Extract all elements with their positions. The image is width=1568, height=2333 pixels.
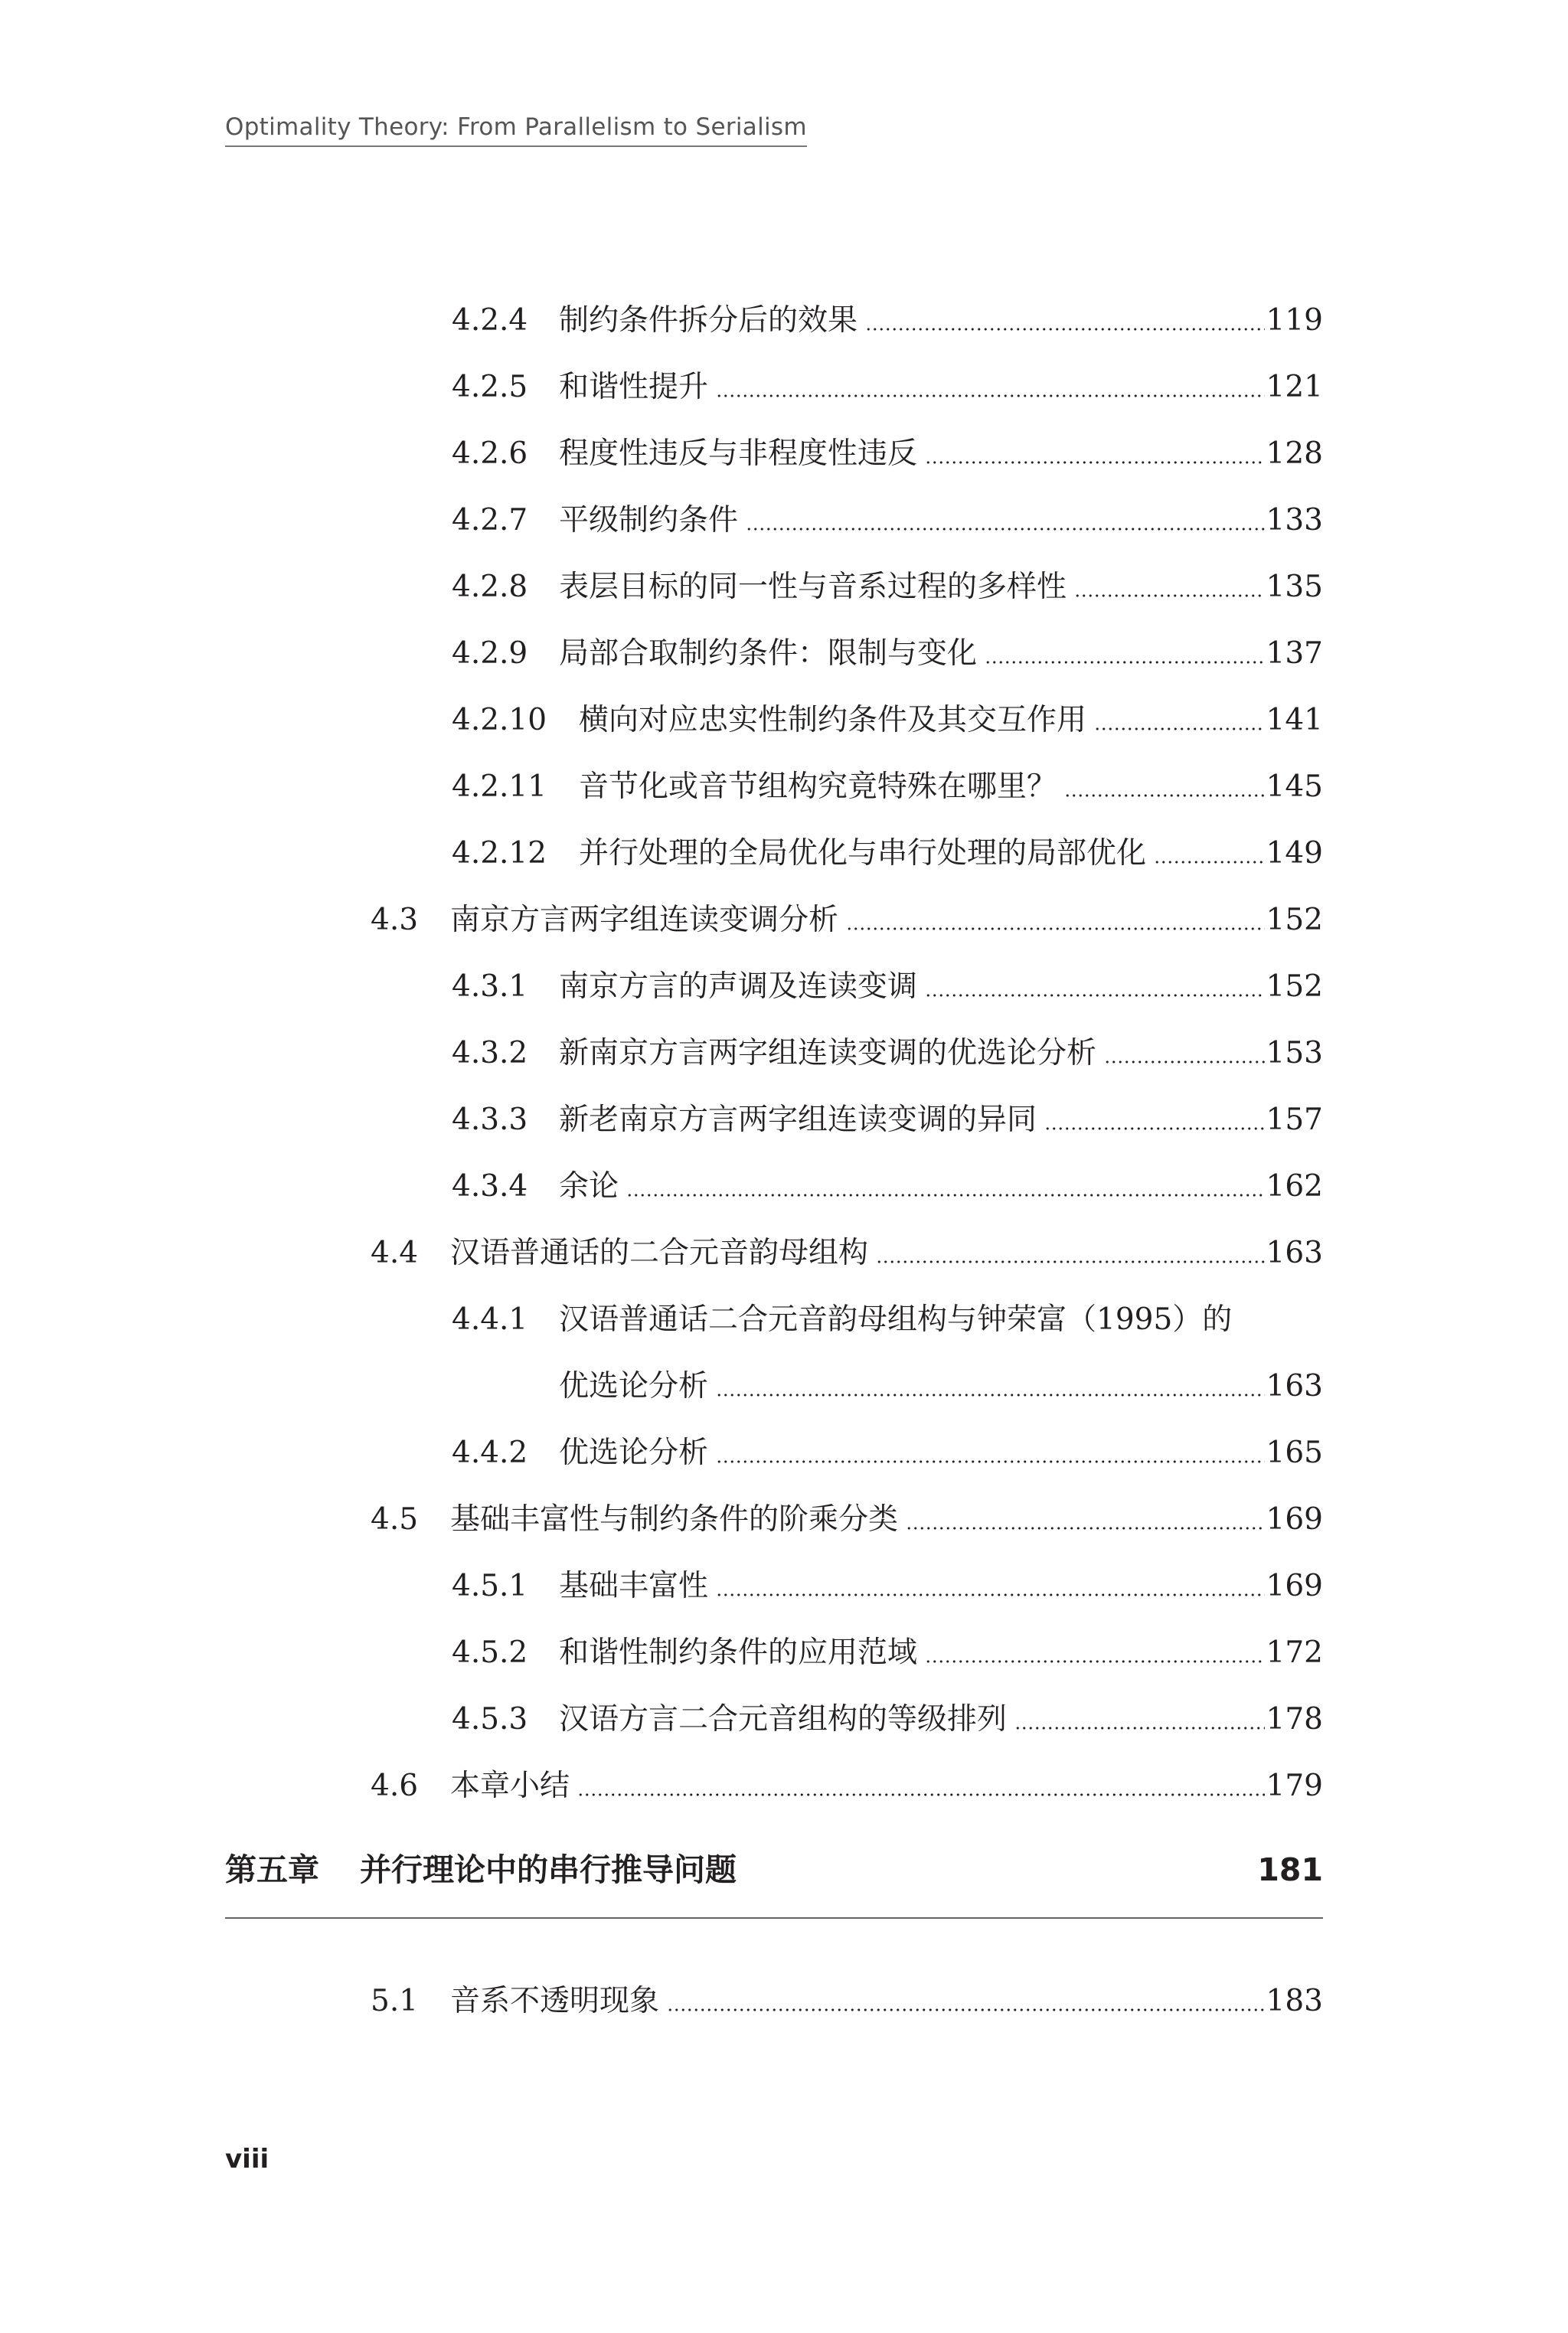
toc-entry[interactable] bbox=[0, 1027, 1568, 1080]
entry-title: 南京方言两字组连读变调分析 bbox=[450, 903, 839, 937]
entry-page: 163 bbox=[1266, 1369, 1323, 1403]
dot-leader bbox=[1074, 594, 1265, 597]
toc-entry[interactable] bbox=[0, 1760, 1568, 1813]
toc-entry[interactable] bbox=[0, 294, 1568, 348]
entry-number: 4.5.3 bbox=[452, 1702, 528, 1737]
toc-entry[interactable] bbox=[0, 627, 1568, 681]
entry-number: 4.3 bbox=[371, 903, 419, 937]
toc-entry[interactable] bbox=[0, 1975, 1568, 2028]
toc-entry[interactable] bbox=[0, 1227, 1568, 1280]
entry-title: 音系不透明现象 bbox=[450, 1984, 660, 2018]
entry-title: 基础丰富性 bbox=[559, 1569, 709, 1603]
entry-number: 4.3.1 bbox=[452, 969, 528, 1004]
entry-title: 程度性违反与非程度性违反 bbox=[559, 436, 918, 471]
entry-page: 152 bbox=[1266, 969, 1323, 1004]
entry-page: 169 bbox=[1266, 1502, 1323, 1537]
entry-page: 145 bbox=[1266, 769, 1323, 804]
dot-leader bbox=[716, 1394, 1265, 1397]
chapter-heading[interactable] bbox=[225, 1839, 1323, 1900]
entry-number: 4.2.4 bbox=[452, 303, 528, 338]
entry-title: 汉语普通话的二合元音韵母组构 bbox=[450, 1236, 869, 1270]
entry-title: 汉语普通话二合元音韵母组构与钟荣富（1995）的 bbox=[559, 1302, 1233, 1337]
chapter-number: 第五章 bbox=[225, 1851, 319, 1888]
entry-page: 121 bbox=[1266, 370, 1323, 404]
entry-page: 183 bbox=[1266, 1984, 1323, 2018]
toc-entry[interactable] bbox=[0, 1360, 1568, 1413]
dot-leader bbox=[1154, 861, 1265, 864]
entry-title: 余论 bbox=[559, 1169, 619, 1204]
dot-leader bbox=[716, 394, 1265, 397]
entry-page: 119 bbox=[1266, 303, 1323, 338]
dot-leader bbox=[906, 1527, 1265, 1530]
entry-title: 优选论分析 bbox=[559, 1369, 709, 1403]
entry-title: 新老南京方言两字组连读变调的异同 bbox=[559, 1103, 1037, 1137]
chapter-rule bbox=[225, 1917, 1323, 1919]
entry-page: 165 bbox=[1266, 1436, 1323, 1470]
entry-page: 178 bbox=[1266, 1702, 1323, 1737]
entry-number: 4.3.2 bbox=[452, 1036, 528, 1070]
toc-entry[interactable] bbox=[0, 694, 1568, 747]
entry-number: 4.2.5 bbox=[452, 370, 528, 404]
entry-number: 4.4.2 bbox=[452, 1436, 528, 1470]
entry-page: 152 bbox=[1266, 903, 1323, 937]
entry-title: 并行处理的全局优化与串行处理的局部优化 bbox=[579, 836, 1147, 871]
entry-page: 149 bbox=[1266, 836, 1323, 871]
dot-leader bbox=[925, 1660, 1265, 1663]
entry-title: 横向对应忠实性制约条件及其交互作用 bbox=[579, 703, 1087, 737]
entry-number: 4.2.8 bbox=[452, 570, 528, 604]
entry-number: 4.4.1 bbox=[452, 1302, 528, 1337]
entry-number: 4.3.4 bbox=[452, 1169, 528, 1204]
chapter-page: 181 bbox=[1257, 1851, 1323, 1888]
entry-number: 4.5.2 bbox=[452, 1635, 528, 1670]
entry-page: 169 bbox=[1266, 1569, 1323, 1603]
entry-number: 4.6 bbox=[371, 1769, 419, 1803]
dot-leader bbox=[746, 528, 1265, 531]
toc-entry[interactable] bbox=[0, 494, 1568, 547]
dot-leader bbox=[846, 927, 1265, 930]
dot-leader bbox=[716, 1460, 1265, 1463]
entry-title: 汉语方言二合元音组构的等级排列 bbox=[559, 1702, 1008, 1737]
entry-number: 4.5 bbox=[371, 1502, 419, 1537]
entry-number: 4.2.7 bbox=[452, 503, 528, 538]
entry-title: 新南京方言两字组连读变调的优选论分析 bbox=[559, 1036, 1097, 1070]
running-head: Optimality Theory: From Parallelism to Serialism bbox=[225, 113, 807, 147]
entry-number: 4.2.12 bbox=[452, 836, 547, 871]
entry-title: 局部合取制约条件：限制与变化 bbox=[559, 636, 978, 671]
dot-leader bbox=[1014, 1727, 1265, 1730]
page-folio: viii bbox=[225, 2144, 270, 2175]
toc-entry[interactable] bbox=[0, 361, 1568, 414]
toc-entry[interactable] bbox=[0, 1426, 1568, 1480]
dot-leader bbox=[577, 1793, 1265, 1796]
toc-entry[interactable] bbox=[0, 1560, 1568, 1613]
toc-entry[interactable] bbox=[0, 1293, 1568, 1347]
entry-title: 音节化或音节组构究竟特殊在哪里？ bbox=[579, 769, 1057, 804]
entry-title: 和谐性提升 bbox=[559, 370, 709, 404]
toc-entry[interactable] bbox=[0, 427, 1568, 481]
entry-page: 179 bbox=[1266, 1769, 1323, 1803]
dot-leader bbox=[876, 1260, 1265, 1263]
entry-page: 141 bbox=[1266, 703, 1323, 737]
dot-leader bbox=[1094, 727, 1265, 730]
entry-title: 制约条件拆分后的效果 bbox=[559, 303, 858, 338]
entry-number: 4.5.1 bbox=[452, 1569, 528, 1603]
entry-page: 172 bbox=[1266, 1635, 1323, 1670]
entry-page: 163 bbox=[1266, 1236, 1323, 1270]
toc-entry[interactable] bbox=[0, 1626, 1568, 1680]
toc-entry[interactable] bbox=[0, 1693, 1568, 1746]
entry-number: 4.3.3 bbox=[452, 1103, 528, 1137]
toc-entry[interactable] bbox=[0, 1093, 1568, 1147]
entry-number: 4.2.11 bbox=[452, 769, 547, 804]
dot-leader bbox=[1044, 1127, 1265, 1130]
entry-page: 157 bbox=[1266, 1103, 1323, 1137]
dot-leader bbox=[985, 661, 1265, 664]
dot-leader bbox=[667, 2008, 1265, 2011]
entry-number: 4.2.6 bbox=[452, 436, 528, 471]
entry-title: 基础丰富性与制约条件的阶乘分类 bbox=[450, 1502, 899, 1537]
entry-number: 4.2.9 bbox=[452, 636, 528, 671]
entry-number: 5.1 bbox=[371, 1984, 419, 2018]
entry-page: 162 bbox=[1266, 1169, 1323, 1204]
entry-page: 133 bbox=[1266, 503, 1323, 538]
entry-title: 南京方言的声调及连读变调 bbox=[559, 969, 918, 1004]
entry-page: 135 bbox=[1266, 570, 1323, 604]
toc-entry[interactable] bbox=[0, 760, 1568, 814]
entry-page: 137 bbox=[1266, 636, 1323, 671]
entry-title: 本章小结 bbox=[450, 1769, 570, 1803]
toc-entry[interactable] bbox=[0, 560, 1568, 614]
toc-entry[interactable] bbox=[0, 960, 1568, 1014]
entry-title: 表层目标的同一性与音系过程的多样性 bbox=[559, 570, 1067, 604]
dot-leader bbox=[865, 328, 1265, 331]
entry-number: 4.2.10 bbox=[452, 703, 547, 737]
toc-entry[interactable] bbox=[0, 1493, 1568, 1547]
entry-title: 优选论分析 bbox=[559, 1436, 709, 1470]
entry-page: 128 bbox=[1266, 436, 1323, 471]
dot-leader bbox=[716, 1593, 1265, 1596]
toc-entry[interactable] bbox=[0, 1160, 1568, 1214]
dot-leader bbox=[1104, 1060, 1265, 1064]
chapter-title: 并行理论中的串行推导问题 bbox=[360, 1851, 737, 1888]
entry-title: 平级制约条件 bbox=[559, 503, 739, 538]
entry-page: 153 bbox=[1266, 1036, 1323, 1070]
dot-leader bbox=[1064, 794, 1265, 797]
dot-leader bbox=[925, 994, 1265, 997]
dot-leader bbox=[925, 461, 1265, 464]
toc-entry[interactable] bbox=[0, 827, 1568, 881]
entry-title: 和谐性制约条件的应用范域 bbox=[559, 1635, 918, 1670]
toc-entry[interactable] bbox=[0, 894, 1568, 947]
dot-leader bbox=[626, 1194, 1265, 1197]
entry-number: 4.4 bbox=[371, 1236, 419, 1270]
